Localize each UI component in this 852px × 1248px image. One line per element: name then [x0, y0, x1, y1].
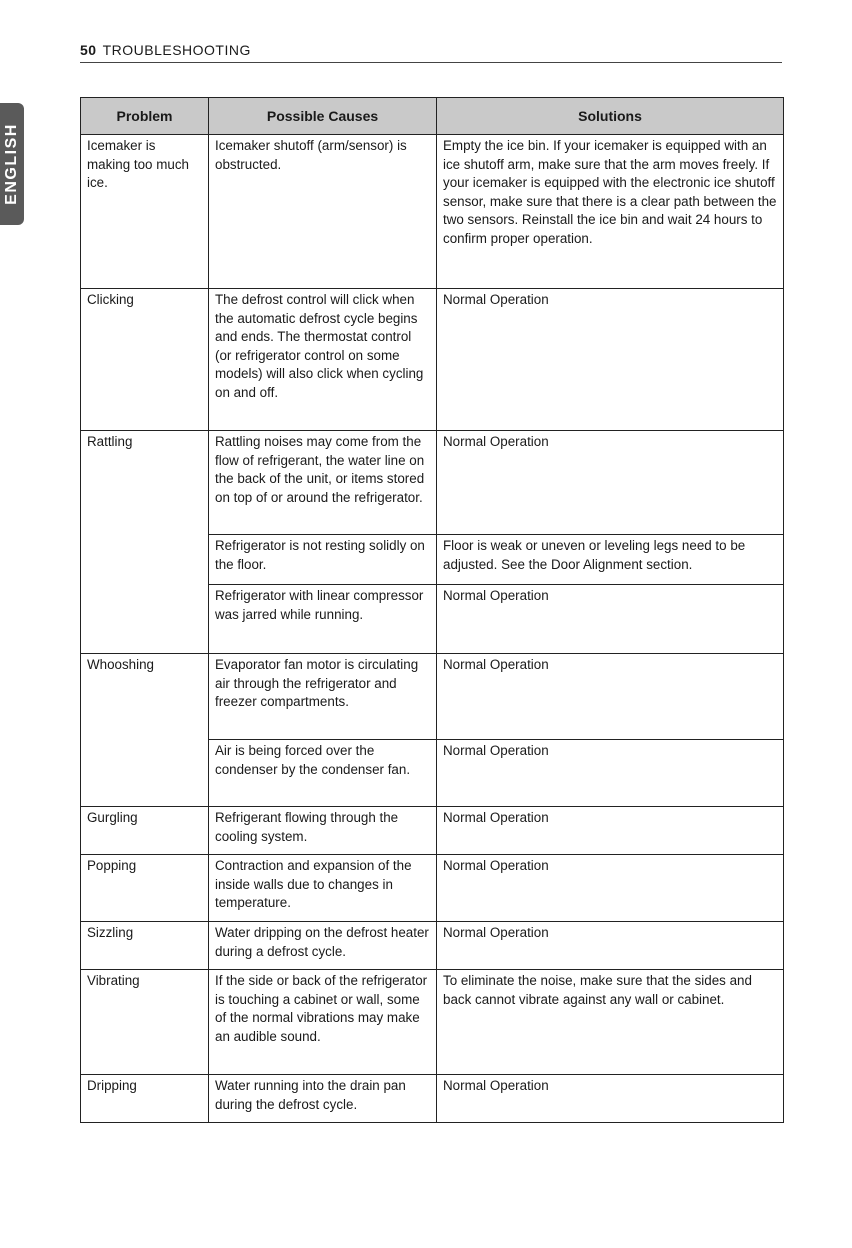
table-row: [81, 135, 784, 289]
table-header-row: [81, 98, 784, 135]
cause-cell: Refrigerator is not resting solidly on the floor.: [209, 535, 437, 585]
table-row: [81, 1075, 784, 1123]
solution-cell: Empty the ice bin. If your icemaker is equipped with an ice shutoff arm, make sure that the arm moves freely. If your icemaker is equipped with the electronic ice shutoff sensor, make sure that there is a clear path between the two sensors. Reinstall the ice bin and wait 24 hours to confirm proper operation.: [437, 135, 784, 289]
header-solutions: Solutions: [437, 98, 784, 135]
solution-cell: Normal Operation: [437, 855, 784, 922]
language-tab-label: ENGLISH: [3, 123, 20, 205]
table-row: [81, 922, 784, 970]
problem-cell: Vibrating: [81, 970, 209, 1075]
problem-cell: Icemaker is making too much ice.: [81, 135, 209, 289]
solution-cell: Normal Operation: [437, 431, 784, 535]
language-tab: [0, 103, 24, 225]
solution-cell: Normal Operation: [437, 654, 784, 740]
table-row: [81, 431, 784, 535]
table-row: [81, 970, 784, 1075]
solution-cell: Normal Operation: [437, 585, 784, 654]
problem-cell: Gurgling: [81, 807, 209, 855]
cause-cell: Refrigerator with linear compressor was jarred while running.: [209, 585, 437, 654]
problem-cell: Sizzling: [81, 922, 209, 970]
solution-cell: Normal Operation: [437, 807, 784, 855]
solution-cell: Normal Operation: [437, 740, 784, 807]
header-possible-causes: Possible Causes: [209, 98, 437, 135]
problem-cell: Dripping: [81, 1075, 209, 1123]
cause-cell: Refrigerant flowing through the cooling system.: [209, 807, 437, 855]
cause-cell: Water running into the drain pan during the defrost cycle.: [209, 1075, 437, 1123]
table-row: [81, 807, 784, 855]
cause-cell: Water dripping on the defrost heater during a defrost cycle.: [209, 922, 437, 970]
section-title: TROUBLESHOOTING: [102, 42, 251, 58]
cause-cell: Evaporator fan motor is circulating air through the refrigerator and freezer compartments.: [209, 654, 437, 740]
cause-cell: The defrost control will click when the automatic defrost cycle begins and ends. The thermostat control (or refrigerator control on some models) will also click when cycling on and off.: [209, 289, 437, 431]
problem-cell: Clicking: [81, 289, 209, 431]
problem-cell: Popping: [81, 855, 209, 922]
cause-cell: Rattling noises may come from the flow of refrigerant, the water line on the back of the unit, or items stored on top of or around the refrigerator.: [209, 431, 437, 535]
cause-cell: If the side or back of the refrigerator is touching a cabinet or wall, some of the normal vibrations may make an audible sound.: [209, 970, 437, 1075]
solution-cell: To eliminate the noise, make sure that the sides and back cannot vibrate against any wall or cabinet.: [437, 970, 784, 1075]
header-problem: Problem: [81, 98, 209, 135]
cause-cell: Air is being forced over the condenser by the condenser fan.: [209, 740, 437, 807]
cause-cell: Icemaker shutoff (arm/sensor) is obstructed.: [209, 135, 437, 289]
cause-cell: Contraction and expansion of the inside walls due to changes in temperature.: [209, 855, 437, 922]
problem-cell: Whooshing: [81, 654, 209, 807]
solution-cell: Normal Operation: [437, 1075, 784, 1123]
troubleshooting-table: [80, 97, 784, 1123]
problem-cell: Rattling: [81, 431, 209, 654]
solution-cell: Normal Operation: [437, 289, 784, 431]
table-row: [81, 289, 784, 431]
table-row: [81, 654, 784, 740]
page-number: 50: [80, 42, 97, 58]
page-header: [80, 42, 782, 63]
table-row: [81, 855, 784, 922]
solution-cell: Floor is weak or uneven or leveling legs need to be adjusted. See the Door Alignment section.: [437, 535, 784, 585]
solution-cell: Normal Operation: [437, 922, 784, 970]
